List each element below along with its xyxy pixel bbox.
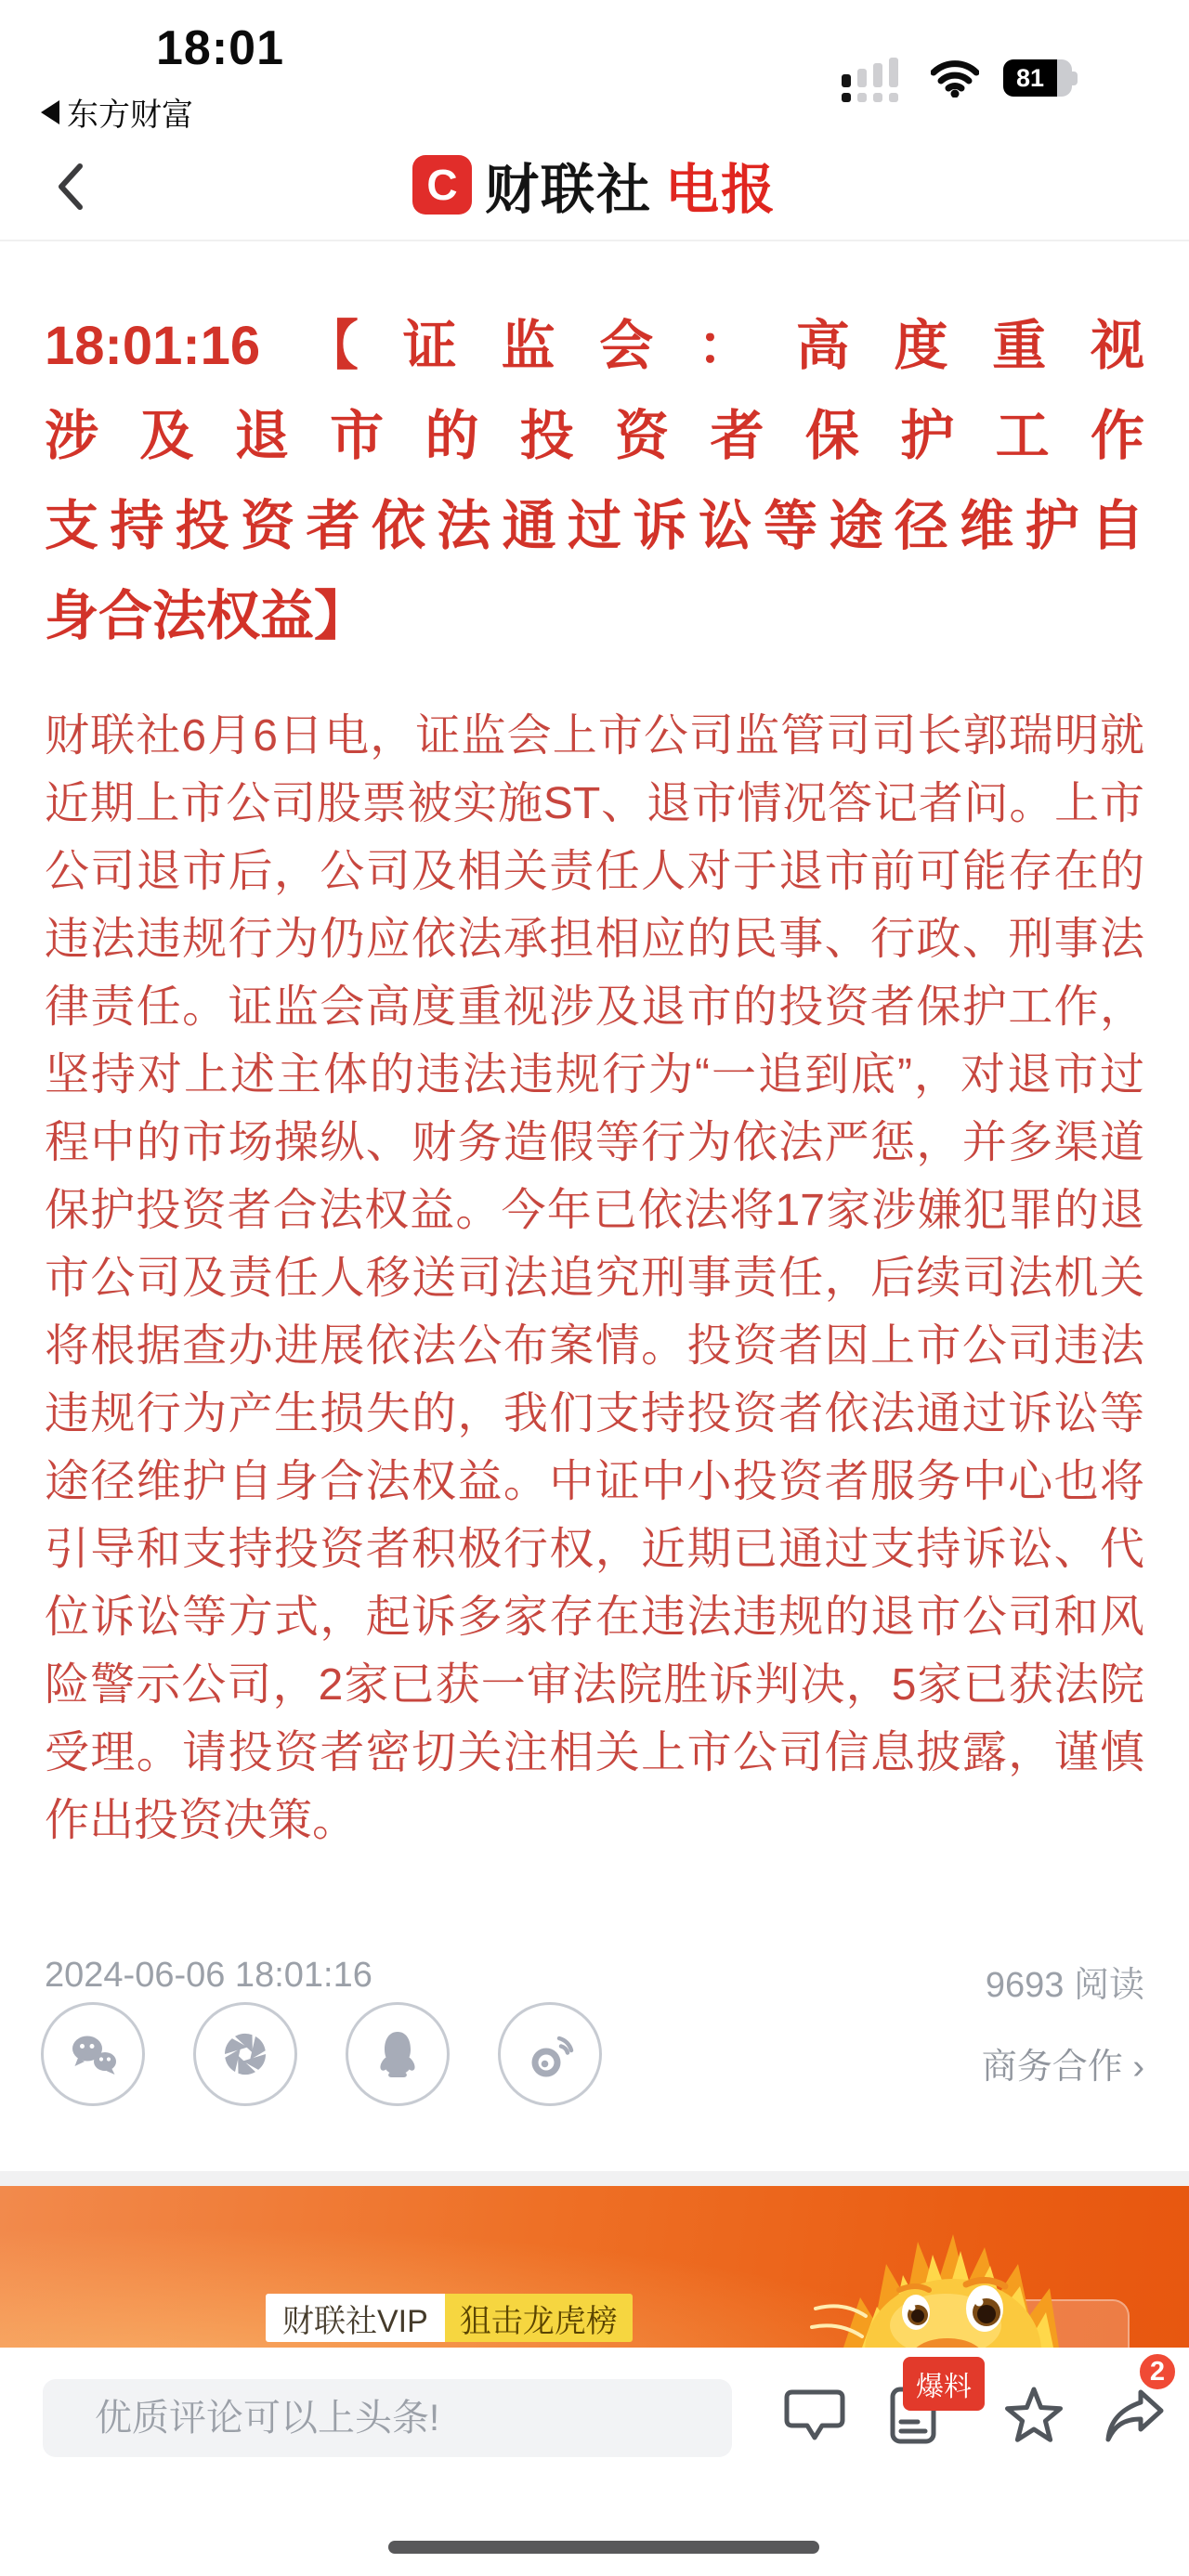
tip-badge: 爆料: [903, 2357, 985, 2411]
text-line: 途径维护自身合法权益。中证中小投资者服务中心也将: [45, 1457, 1144, 1506]
favorite-button[interactable]: [1001, 2383, 1066, 2450]
text-line: 程中的市场操纵、财务造假等行为依法严惩，并多渠道: [45, 1118, 1144, 1167]
wifi-icon: [931, 59, 979, 98]
nav-bar: [0, 135, 1189, 241]
share-button[interactable]: [1102, 2383, 1167, 2450]
text-line: 身合法权益】: [45, 586, 369, 646]
text-line: 坚持对上述主体的违法违规行为“一追到底”，对退市过: [45, 1050, 1144, 1099]
bottom-toolbar: [0, 2348, 1189, 2576]
banner-vip-label: 财联社VIP: [266, 2294, 445, 2342]
business-cooperation-link[interactable]: 商务合作 ›: [981, 2048, 1144, 2087]
text-line: 违规行为产生损失的，我们支持投资者依法通过诉讼等: [45, 1389, 1144, 1438]
text-line: 保护投资者合法权益。今年已依法将17家涉嫌犯罪的退: [45, 1186, 1144, 1235]
dragon-mascot-icon: [806, 2186, 1104, 2348]
back-triangle-icon: [41, 100, 59, 124]
status-bar: [0, 0, 1189, 135]
text-line: 险警示公司，2家已获一审法院胜诉判决，5家已获法院: [45, 1660, 1144, 1710]
text-line: 财联社6月6日电，证监会上市公司监管司司长郭瑞明就: [45, 711, 1144, 761]
battery-nub: [1072, 72, 1078, 85]
share-moments-button[interactable]: [193, 2002, 297, 2106]
text-line: 近期上市公司股票被实施ST、退市情况答记者问。上市: [45, 779, 1144, 828]
text-line: 律责任。证监会高度重视涉及退市的投资者保护工作，: [45, 982, 1144, 1032]
logo-name: 财联社: [484, 160, 652, 220]
share-arrow-icon: [1104, 2387, 1165, 2444]
share-wechat-button[interactable]: [41, 2002, 145, 2106]
text-line: 违法违规行为仍应依法承担相应的民事、行政、刑事法: [45, 915, 1144, 964]
cellular-signal-icon: [842, 54, 907, 102]
moments-aperture-icon: [216, 2024, 275, 2084]
text-line: 将根据查办进展依法公布案情。投资者因上市公司违法: [45, 1321, 1144, 1371]
article-body: [45, 702, 1144, 1854]
return-to-previous-app[interactable]: [41, 89, 193, 135]
text-line: 引导和支持投资者积极行权，近期已通过支持诉讼、代: [45, 1525, 1144, 1574]
battery-indicator: [1003, 59, 1078, 97]
text-line: 涉及退市的投资者保护工作: [45, 406, 1144, 466]
home-indicator[interactable]: [388, 2541, 819, 2554]
battery-icon: [1003, 59, 1072, 97]
banner-campaign-label: 狙击龙虎榜: [445, 2294, 633, 2342]
app-logo: [0, 146, 1189, 224]
comment-bubble-icon: [783, 2385, 846, 2446]
comment-placeholder: 优质评论可以上头条!: [95, 2398, 440, 2439]
logo-c-icon: C: [412, 155, 472, 215]
text-line: 支持投资者依法通过诉讼等途径维护自: [45, 496, 1144, 556]
publish-time: 2024-06-06 18:01:16: [45, 1956, 372, 1995]
text-line: 受理。请投资者密切关注相关上市公司信息披露，谨慎: [45, 1728, 1144, 1777]
article-title: [45, 301, 1144, 661]
article: [45, 240, 1144, 1854]
article-meta: [45, 1956, 1144, 2007]
battery-percent: 81: [1015, 63, 1045, 92]
star-icon: [1002, 2386, 1065, 2445]
share-qq-button[interactable]: [346, 2002, 450, 2106]
share-weibo-button[interactable]: [498, 2002, 602, 2106]
text-line: 市公司及责任人移送司法追究刑事责任，后续司法机关: [45, 1254, 1144, 1303]
qq-penguin-icon: [368, 2024, 427, 2084]
text-line: 作出投资决策。: [45, 1796, 358, 1845]
section-divider: [0, 2171, 1189, 2186]
text-line: 位诉讼等方式，起诉多家存在违法违规的退市公司和风: [45, 1593, 1144, 1642]
text-line: 18:01:16【证监会：高度重视: [45, 316, 1144, 376]
share-row: [0, 2002, 1189, 2114]
clock: 18:01: [156, 21, 284, 75]
weibo-icon: [522, 2026, 578, 2082]
status-icons: [842, 54, 1078, 102]
share-count-badge: 2: [1137, 2351, 1178, 2392]
comment-input[interactable]: [43, 2379, 732, 2457]
previous-app-label: 东方财富: [67, 98, 193, 133]
vip-banner-ad[interactable]: [0, 2186, 1189, 2348]
text-line: 公司退市后，公司及相关责任人对于退市前可能存在的: [45, 847, 1144, 896]
comments-button[interactable]: [782, 2383, 847, 2450]
wechat-icon: [65, 2028, 121, 2080]
read-count: 9693 阅读: [985, 1966, 1144, 2005]
banner-badge: [266, 2294, 633, 2342]
logo-suffix: 电报: [665, 160, 777, 220]
